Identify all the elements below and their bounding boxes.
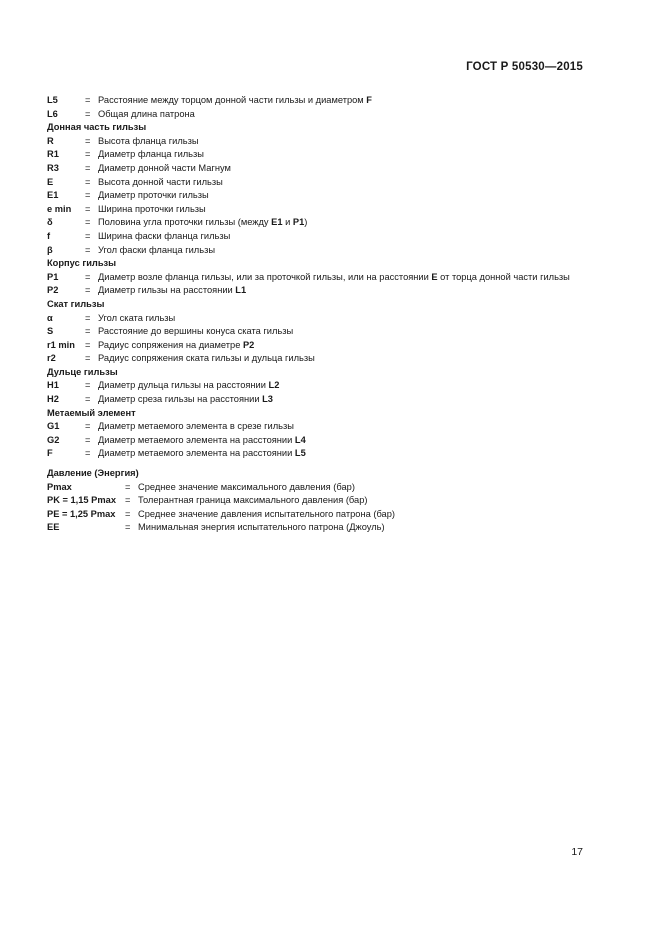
symbol: L5 [47,95,58,105]
description-symbol-ref: P2 [242,339,255,350]
equals-sign: = [85,339,91,350]
symbol-row [47,393,587,407]
pressure-rows [47,481,587,535]
symbol-row [47,494,587,508]
symbol-description [98,176,587,190]
description-symbol-ref: F [366,95,372,105]
symbol-row [47,108,587,122]
symbol-description [138,494,587,508]
symbols-list [47,94,587,535]
equals-sign: = [85,326,91,337]
symbol: P2 [47,285,59,296]
equals-sign: = [85,162,91,173]
symbol-description [98,312,587,326]
description-symbol-ref: L2 [268,380,280,391]
symbol-group [47,94,587,121]
symbol: r2 [47,353,56,364]
description-text: Диаметр возле фланца гильзы, или за проточкой гильзы, или на расстоянии [98,271,432,282]
symbol-row [47,447,587,461]
symbol-description [138,481,587,495]
equals-sign: = [85,230,91,241]
symbol-description [98,108,587,122]
description-text: Среднее значение давления испытательного патрона (бар) [138,508,395,519]
symbol-description [98,203,587,217]
description-symbol-ref: L1 [235,285,247,296]
symbol: α [47,312,53,323]
symbol: Pmax [47,481,72,492]
symbol: PE = 1,25 Pmax [47,508,116,519]
pressure-group [47,467,587,535]
description-text: Диаметр проточки гильзы [98,190,209,201]
equals-sign: = [85,149,91,160]
equals-sign: = [85,95,91,105]
symbol: β [47,244,53,255]
symbol-row [47,162,587,176]
symbol-group [47,257,587,298]
description-text: Радиус сопряжения ската гильзы и дульца гильзы [98,353,315,364]
description-text: Среднее значение максимального давления (бар) [138,481,355,492]
symbol-description [98,284,587,298]
symbol-description [98,189,587,203]
description-symbol-ref: L3 [262,394,273,405]
description-text: Угол фаски фланца гильзы [98,244,216,255]
description-text: Угол ската гильзы [98,312,176,323]
description-text: Высота донной части гильзы [98,176,223,187]
symbol: E1 [47,190,59,201]
symbol-row [47,244,587,258]
symbol: F [47,448,53,459]
symbol: H2 [47,394,59,405]
symbol-description [98,339,587,353]
equals-sign: = [125,495,131,506]
description-text: Минимальная энергия испытательного патрона (Джоуль) [138,522,385,533]
symbol-row [47,352,587,366]
section-heading: Дульце гильзы [47,366,118,377]
symbol-row [47,339,587,353]
symbol-description [98,434,587,448]
section-heading: Метаемый элемент [47,407,136,418]
symbol-row [47,481,587,495]
equals-sign: = [85,244,91,255]
equals-sign: = [125,481,131,492]
description-text: Диаметр среза гильзы на расстоянии [98,394,263,405]
symbol-description [98,216,587,230]
description-text: ) [304,217,308,228]
symbol-row [47,94,587,108]
symbol: R [47,135,54,146]
description-symbol-ref: E1 [271,217,283,228]
symbol-description [98,94,587,108]
symbol-row [47,379,587,393]
symbol-row [47,508,587,522]
symbol-groups [47,94,587,461]
equals-sign: = [85,448,91,459]
symbol-row [47,420,587,434]
equals-sign: = [85,353,91,364]
symbol-row [47,176,587,190]
symbol-row [47,521,587,535]
symbol-row [47,434,587,448]
symbol: r1 min [47,339,75,350]
symbol-description [98,148,587,162]
description-text: Ширина фаски фланца гильзы [98,230,231,241]
equals-sign: = [85,271,91,282]
symbol-description [98,244,587,258]
equals-sign: = [85,434,91,445]
description-text: Радиус сопряжения на диаметре [98,339,243,350]
symbol: H1 [47,380,59,391]
equals-sign: = [85,135,91,146]
symbol: P1 [47,271,59,282]
symbol-row [47,135,587,149]
symbol: R3 [47,162,59,173]
symbol-description [138,521,587,535]
symbol: G1 [47,421,60,432]
symbol-group [47,366,587,407]
symbol: S [47,326,54,337]
symbol-description [98,420,587,434]
symbol-row [47,284,587,298]
symbol-row [47,148,587,162]
symbol-description [98,271,587,285]
symbol-row [47,312,587,326]
symbol: L6 [47,108,58,119]
description-text: Диаметр фланца гильзы [98,149,204,160]
symbol-group [47,121,587,257]
description-text: и [282,217,293,228]
description-symbol-ref: E [431,271,438,282]
symbol-group [47,407,587,461]
symbol-row [47,271,587,285]
symbol-row [47,203,587,217]
symbol-description [98,393,587,407]
equals-sign: = [125,508,131,519]
symbol-description [98,379,587,393]
symbol: f [47,230,51,241]
equals-sign: = [85,190,91,201]
symbol-description [98,230,587,244]
description-text: Диаметр гильзы на расстоянии [98,285,236,296]
description-symbol-ref: L5 [294,448,306,459]
equals-sign: = [85,312,91,323]
description-text: Высота фланца гильзы [98,135,199,146]
equals-sign: = [85,421,91,432]
description-text: Диаметр метаемого элемента в срезе гильзы [98,421,294,432]
description-text: Половина угла проточки гильзы (между [98,217,272,228]
equals-sign: = [85,217,91,228]
description-symbol-ref: L4 [294,434,306,445]
section-heading: Корпус гильзы [47,258,117,269]
symbol-description [98,162,587,176]
symbol-row [47,325,587,339]
symbol-description [98,447,587,461]
equals-sign: = [85,380,91,391]
symbol: e min [47,203,72,214]
description-text: Ширина проточки гильзы [98,203,206,214]
section-heading: Скат гильзы [47,298,105,309]
symbol-description [98,325,587,339]
symbol-row [47,189,587,203]
symbol-description [138,508,587,522]
symbol: E [47,176,54,187]
description-text: Толерантная граница максимального давления (бар) [138,495,368,506]
equals-sign: = [85,176,91,187]
description-text: Расстояние до вершины конуса ската гильзы [98,326,294,337]
description-text: Диаметр метаемого элемента на расстоянии [98,448,295,459]
section-heading: Давление (Энергия) [47,468,139,479]
symbol-group [47,298,587,366]
symbol-description [98,352,587,366]
description-text: Диаметр донной части Магнум [98,162,231,173]
section-heading: Донная часть гильзы [47,122,147,133]
symbol-row [47,216,587,230]
symbol-description [98,135,587,149]
equals-sign: = [85,394,91,405]
equals-sign: = [85,203,91,214]
description-text: Общая длина патрона [98,108,195,119]
document-code: ГОСТ Р 50530—2015 [466,61,583,73]
page-number: 17 [571,846,583,858]
equals-sign: = [125,522,131,533]
symbol: EE [47,522,60,533]
symbol: R1 [47,149,59,160]
equals-sign: = [85,108,91,119]
symbol: G2 [47,434,60,445]
description-text: от торца донной части гильзы [437,271,570,282]
symbol: δ [47,217,53,228]
description-text: Диаметр дульца гильзы на расстоянии [98,380,269,391]
equals-sign: = [85,285,91,296]
description-text: Расстояние между торцом донной части гильзы и диаметром [98,95,367,105]
description-symbol-ref: P1 [292,217,305,228]
description-text: Диаметр метаемого элемента на расстоянии [98,434,295,445]
symbol-row [47,230,587,244]
symbol: PK = 1,15 Pmax [47,495,116,506]
